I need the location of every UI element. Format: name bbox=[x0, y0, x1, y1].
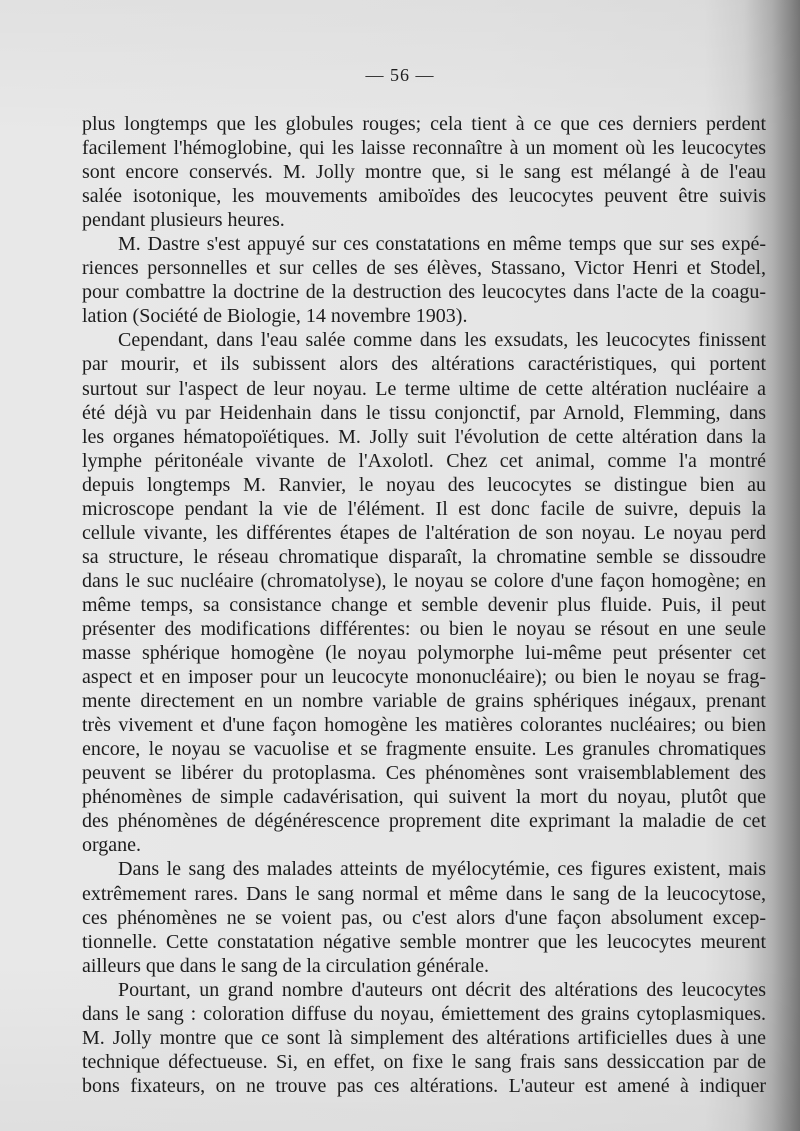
text-line: technique défectueuse. Si, en effet, on fixe le sang frais sans dessiccation par de bbox=[82, 1050, 766, 1073]
text-line: facilement l'hémoglobine, qui les laisse reconnaître à un moment où les leucocytes bbox=[82, 137, 766, 160]
text-line: surtout sur l'aspect de leur noyau. Le terme ultime de cette altération nucléaire a bbox=[82, 377, 766, 400]
text-line: masse sphérique homogène (le noyau polymorphe lui-même peut présenter cet bbox=[82, 642, 766, 665]
text-line: organe. bbox=[82, 834, 142, 857]
text-line: lation (Société de Biologie, 14 novembre 1903). bbox=[82, 305, 468, 328]
text-line: encore, le noyau se vacuolise et se fragmente ensuite. Les granules chromatiques bbox=[82, 738, 766, 761]
text-line: M. Dastre s'est appuyé sur ces constatations en même temps que sur ses expé- bbox=[118, 233, 766, 256]
paragraph bbox=[82, 857, 766, 977]
text-line: Dans le sang des malades atteints de myélocytémie, ces figures existent, mais bbox=[118, 858, 766, 881]
paragraph bbox=[82, 112, 766, 232]
text-line: aspect et en imposer pour un leucocyte mononucléaire); ou bien le noyau se frag- bbox=[82, 666, 766, 689]
text-line: très vivement et d'une façon homogène les matières colorantes nucléaires; ou bien bbox=[82, 714, 766, 737]
text-line: sont encore conservés. M. Jolly montre que, si le sang est mélangé à de l'eau bbox=[82, 161, 766, 184]
page-number: — 56 — bbox=[365, 65, 435, 85]
text-line: même temps, sa consistance change et semble devenir plus fluide. Puis, il peut bbox=[82, 593, 766, 616]
text-line: plus longtemps que les globules rouges; cela tient à ce que ces derniers perdent bbox=[82, 113, 766, 135]
text-line: lymphe péritonéale vivante de l'Axolotl. Chez cet animal, comme l'a montré bbox=[82, 449, 766, 472]
text-line: les organes hématopoïétiques. M. Jolly suit l'évolution de cette altération dans la bbox=[82, 425, 766, 448]
paragraph bbox=[82, 232, 766, 328]
text-line: extrêmement rares. Dans le sang normal et même dans le sang de la leucocytose, bbox=[82, 882, 766, 905]
text-line: pour combattre la doctrine de la destruction des leucocytes dans l'acte de la coagu- bbox=[82, 281, 766, 304]
body-text bbox=[82, 112, 766, 1098]
text-line: des phénomènes de dégénérescence proprement dite exprimant la maladie de cet bbox=[82, 810, 766, 833]
text-line: salée isotonique, les mouvements amiboïdes des leucocytes peuvent être suivis bbox=[82, 185, 766, 208]
text-line: ces phénomènes ne se voient pas, ou c'est alors d'une façon absolument excep- bbox=[82, 906, 766, 929]
text-line: ailleurs que dans le sang de la circulation générale. bbox=[82, 954, 490, 977]
text-line: pendant plusieurs heures. bbox=[82, 209, 285, 232]
text-line: depuis longtemps M. Ranvier, le noyau des leucocytes se distingue bien au bbox=[82, 473, 766, 496]
text-line: Pourtant, un grand nombre d'auteurs ont décrit des altérations des leucocytes bbox=[118, 978, 766, 1001]
text-line: dans le suc nucléaire (chromatolyse), le noyau se colore d'une façon homogène; en bbox=[82, 569, 766, 592]
text-line: cellule vivante, les différentes étapes de l'altération de son noyau. Le noyau perd bbox=[82, 521, 766, 544]
text-line: Cependant, dans l'eau salée comme dans les exsudats, les leucocytes finissent bbox=[118, 329, 766, 352]
text-line: sa structure, le réseau chromatique disparaît, la chromatine semble se dissoudre bbox=[82, 545, 766, 568]
text-line: M. Jolly montre que ce sont là simplement des altérations artificielles dues à une bbox=[82, 1026, 766, 1049]
paragraph bbox=[82, 328, 766, 857]
text-line: mente directement en un nombre variable de grains sphériques inégaux, prenant bbox=[82, 690, 766, 713]
text-line: riences personnelles et sur celles de ses élèves, Stassano, Victor Henri et Stodel, bbox=[82, 257, 766, 280]
text-line: phénomènes de simple cadavérisation, qui suivent la mort du noyau, plutôt que bbox=[82, 786, 766, 809]
text-line: dans le sang : coloration diffuse du noyau, émiettement des grains cytoplasmiques. bbox=[82, 1002, 766, 1025]
text-line: été déjà vu par Heidenhain dans le tissu conjonctif, par Arnold, Flemming, dans bbox=[82, 401, 766, 424]
text-line: microscope pendant la vie de l'élément. Il est donc facile de suivre, depuis la bbox=[82, 497, 766, 520]
paragraph bbox=[82, 978, 766, 1098]
text-line: présenter des modifications différentes: ou bien le noyau se résout en une seule bbox=[82, 617, 766, 640]
text-line: bons fixateurs, on ne trouve pas ces altérations. L'auteur est amené à indiquer bbox=[82, 1074, 766, 1097]
text-line: par mourir, et ils subissent alors des altérations caractéristiques, qui portent bbox=[82, 353, 766, 376]
text-line: tionnelle. Cette constatation négative semble montrer que les leucocytes meurent bbox=[82, 930, 766, 953]
text-line: peuvent se libérer du protoplasma. Ces phénomènes sont vraisemblablement des bbox=[82, 762, 766, 785]
